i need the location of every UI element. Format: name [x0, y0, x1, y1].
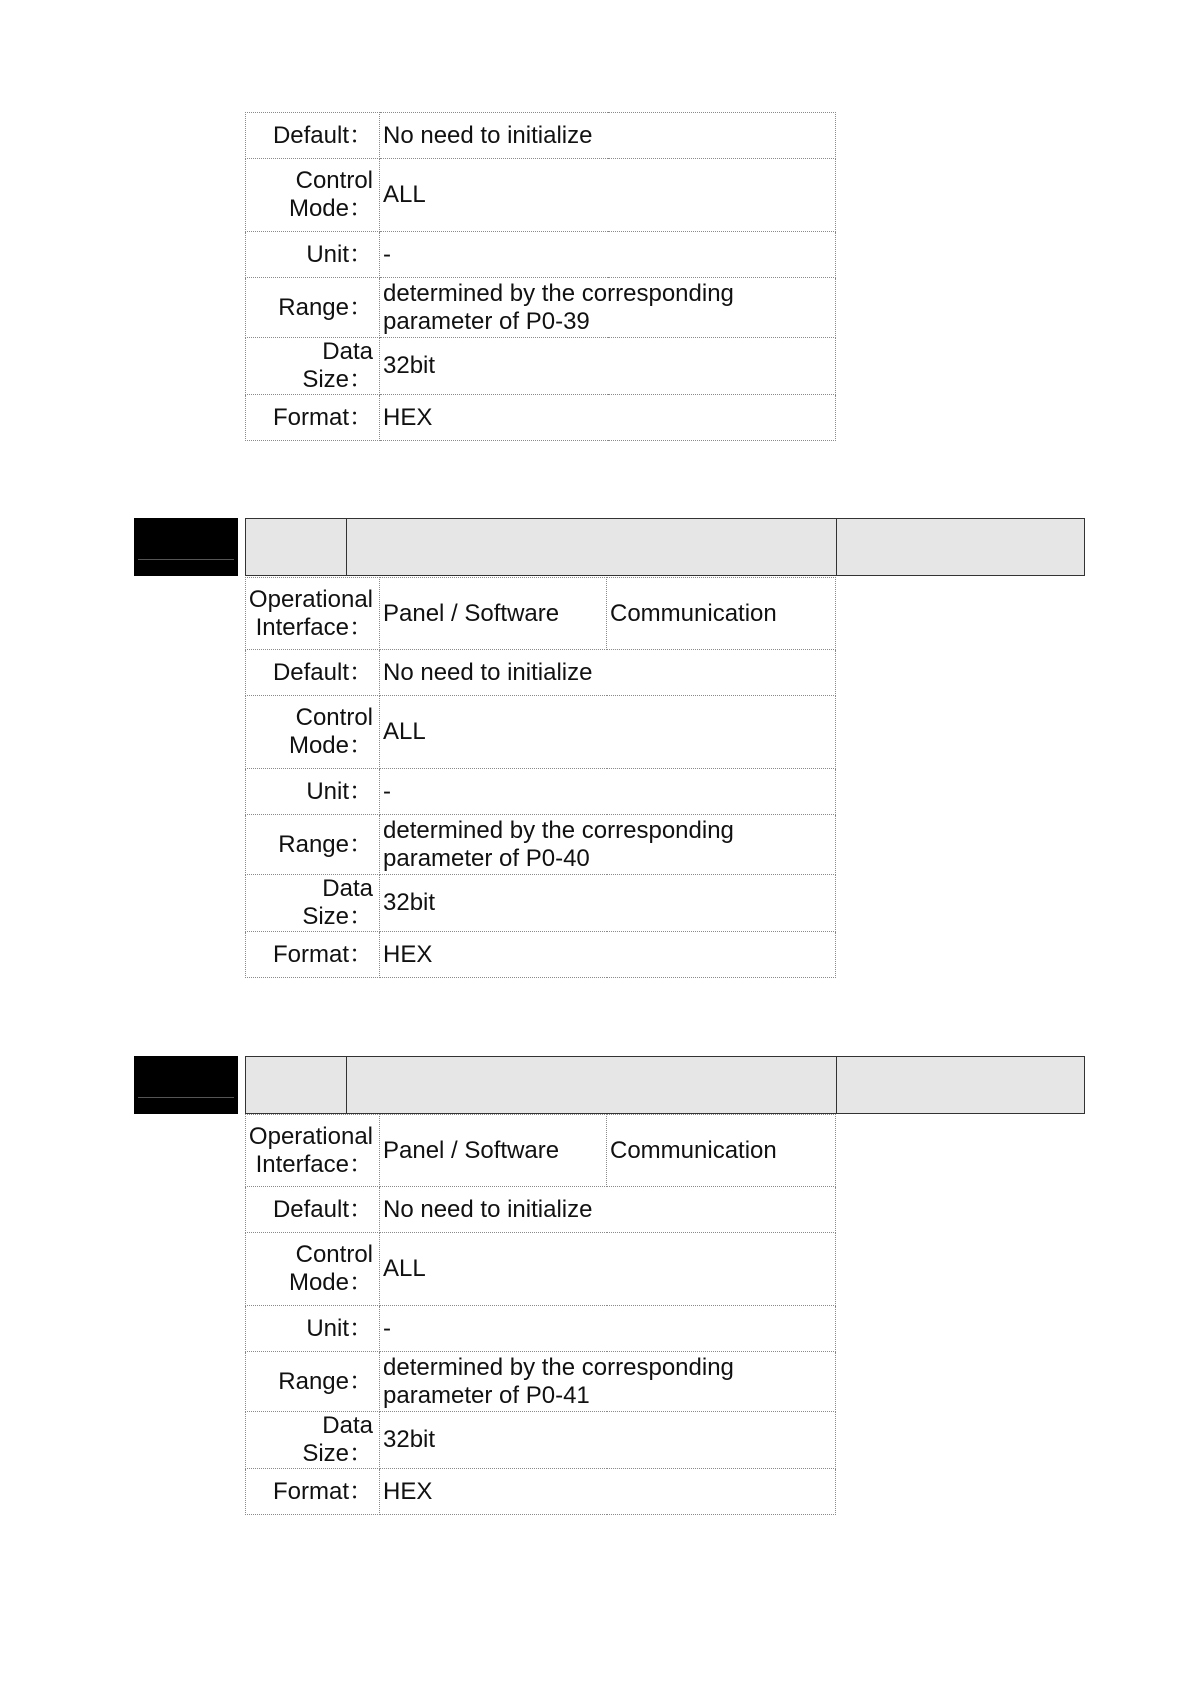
parameter-header-bar [245, 1056, 1085, 1114]
parameter-table-p0-41 [245, 1114, 836, 1515]
parameter-header-p0-41 [134, 1056, 1084, 1114]
default-label: Default： [246, 1187, 380, 1233]
format-label: Format： [246, 1469, 380, 1515]
parameter-header-bar [245, 518, 1085, 576]
operational-interface-label [246, 578, 380, 650]
range-value-line2: parameter of P0-40 [383, 844, 590, 872]
control-mode-label [246, 159, 380, 232]
parameter-header-p0-40 [134, 518, 1084, 576]
control-mode-label-line1: Control [295, 167, 373, 194]
unit-label: Unit： [246, 232, 380, 278]
operational-interface-label-line1: Operational [248, 1122, 373, 1150]
table-row-format [246, 1469, 836, 1515]
table-row-default [246, 1187, 836, 1233]
parameter-table-p0-40 [245, 577, 836, 978]
operational-interface-panel: Panel / Software [380, 1115, 607, 1187]
table-row-range [246, 278, 836, 338]
unit-value: - [380, 769, 836, 815]
format-label: Format： [246, 932, 380, 978]
parameter-code-tab [134, 1056, 238, 1114]
range-value [380, 815, 836, 875]
parameter-code-cell [246, 1057, 347, 1113]
table-row-data-size [246, 875, 836, 932]
default-value: No need to initialize [380, 650, 836, 696]
data-size-value: 32bit [380, 338, 836, 395]
table-row-format [246, 395, 836, 441]
control-mode-label [246, 696, 380, 769]
data-size-value: 32bit [380, 1412, 836, 1469]
default-value: No need to initialize [380, 1187, 836, 1233]
operational-interface-label-line2: Interface： [255, 613, 373, 641]
table-row-operational-interface [246, 578, 836, 650]
default-value: No need to initialize [380, 113, 836, 159]
format-label: Format： [246, 395, 380, 441]
data-size-label: Data Size： [246, 1412, 380, 1469]
table-row-data-size [246, 338, 836, 395]
parameter-table-p0-39 [245, 112, 836, 441]
table-row-default [246, 113, 836, 159]
range-value-line1: determined by the corresponding [383, 1353, 734, 1381]
range-value-line2: parameter of P0-41 [383, 1381, 590, 1409]
unit-label: Unit： [246, 769, 380, 815]
control-mode-value: ALL [380, 1233, 836, 1306]
control-mode-label-line2: Mode： [288, 1269, 373, 1296]
operational-interface-panel: Panel / Software [380, 578, 607, 650]
table-row-range [246, 1352, 836, 1412]
operational-interface-label-line1: Operational [248, 585, 373, 613]
operational-interface-communication: Communication [607, 578, 836, 650]
table-row-data-size [246, 1412, 836, 1469]
range-value [380, 278, 836, 338]
parameter-code-tab [134, 518, 238, 576]
data-size-value: 32bit [380, 875, 836, 932]
operational-interface-label-line2: Interface： [255, 1150, 373, 1178]
table-row-operational-interface [246, 1115, 836, 1187]
format-value: HEX [380, 932, 836, 978]
table-row-unit [246, 769, 836, 815]
parameter-code-cell [246, 519, 347, 575]
default-label: Default： [246, 113, 380, 159]
control-mode-value: ALL [380, 696, 836, 769]
table-row-control-mode [246, 1233, 836, 1306]
control-mode-label-line2: Mode： [288, 195, 373, 222]
range-label: Range： [246, 1352, 380, 1412]
control-mode-label-line1: Control [295, 1241, 373, 1268]
range-value-line1: determined by the corresponding [383, 279, 734, 307]
unit-value: - [380, 1306, 836, 1352]
parameter-address-cell [837, 1057, 1084, 1113]
tab-divider [138, 1097, 234, 1098]
range-label: Range： [246, 278, 380, 338]
format-value: HEX [380, 395, 836, 441]
table-row-range [246, 815, 836, 875]
parameter-name-cell [347, 519, 837, 575]
control-mode-label [246, 1233, 380, 1306]
table-row-unit [246, 232, 836, 278]
parameter-address-cell [837, 519, 1084, 575]
tab-divider [138, 559, 234, 560]
table-row-format [246, 932, 836, 978]
table-row-control-mode [246, 159, 836, 232]
control-mode-label-line1: Control [295, 704, 373, 731]
data-size-label: Data Size： [246, 875, 380, 932]
table-row-control-mode [246, 696, 836, 769]
range-value [380, 1352, 836, 1412]
unit-label: Unit： [246, 1306, 380, 1352]
default-label: Default： [246, 650, 380, 696]
unit-value: - [380, 232, 836, 278]
range-label: Range： [246, 815, 380, 875]
operational-interface-communication: Communication [607, 1115, 836, 1187]
table-row-default [246, 650, 836, 696]
range-value-line2: parameter of P0-39 [383, 307, 590, 335]
table-row-unit [246, 1306, 836, 1352]
control-mode-value: ALL [380, 159, 836, 232]
data-size-label: Data Size： [246, 338, 380, 395]
parameter-name-cell [347, 1057, 837, 1113]
control-mode-label-line2: Mode： [288, 732, 373, 759]
range-value-line1: determined by the corresponding [383, 816, 734, 844]
operational-interface-label [246, 1115, 380, 1187]
format-value: HEX [380, 1469, 836, 1515]
